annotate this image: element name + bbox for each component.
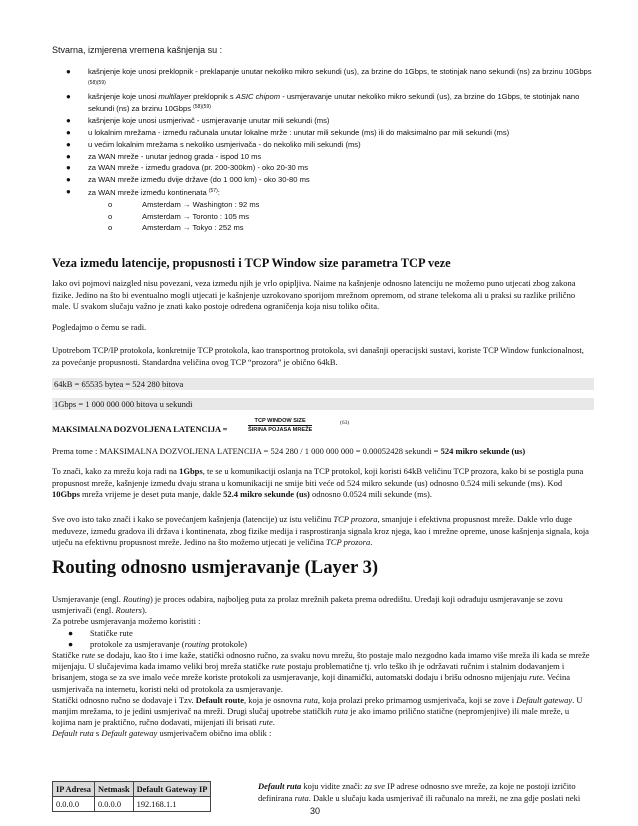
- latency-list: [52, 66, 592, 234]
- table-row: [53, 797, 211, 812]
- table-cell: 0.0.0.0: [94, 797, 133, 812]
- paragraph: Upotrebom TCP/IP protokola, konkretnije TCP protokola, kao transportnog protokola, svi današnji operacijski sustavi, koriste TCP Window funkcionalnost, za povećanje propusnosti. Standardna veličina ovog TCP “prozora” je obično 64kB.: [52, 345, 584, 367]
- shaded-equation: 64kB = 65535 bytea = 524 280 bitova: [52, 378, 594, 390]
- circle-bullet-icon: o: [108, 223, 113, 233]
- bullet-icon: ●: [66, 116, 71, 126]
- paragraph: Statički odnosno ručno se dodavaje i Tzv. Default route, koja je osnovna ruta, koja prolazi preko primarnog usmjerivača, koji se zove i Default gateway. U manjim mrežama, to je jedini usmjerivač na mreži. Drugi slučaj upotrebe statičkih ruta je ako imamo prilično statične (nepromjenjive) ili male mreže, u kojima nam je praktično, ručno dodavati, mijenjati ili brisati rute.: [52, 694, 583, 728]
- footnote-ref: (57): [208, 187, 218, 194]
- formula-denominator: ŠIRINA POJASA MREŽE: [248, 427, 313, 433]
- side-paragraph: Default ruta koju vidite znači: za sve IP adrese odnosno sve mreže, za koje ne postoji izričito definirana ruta. Dakle u slučaju kada usmjerivač ili računalo na mreži, ne zna gdje poslati neki: [258, 781, 581, 803]
- table-header: Netmask: [94, 782, 133, 797]
- formula-label: MAKSIMALNA DOZVOLJENA LATENCIJA =: [52, 425, 228, 434]
- paragraph: Pogledajmo o čemu se radi.: [52, 322, 147, 332]
- footnote-ref: (58)(59): [88, 79, 106, 86]
- table-header-row: [53, 782, 211, 797]
- paragraph: Za potrebe usmjeravanja možemo koristiti :: [52, 616, 201, 627]
- circle-bullet-icon: o: [108, 199, 113, 209]
- footnote-ref: (58)(59): [193, 104, 211, 111]
- bullet-icon: ●: [66, 175, 71, 185]
- bullet-icon: ●: [68, 627, 74, 638]
- bullet-icon: ●: [66, 127, 71, 137]
- route-sublist: [88, 199, 592, 234]
- bullet-icon: ●: [66, 186, 71, 196]
- formula-numerator: TCP WINDOW SIZE: [248, 418, 312, 426]
- paragraph: Statičke rute se dodaju, kao što i ime kaže, statički odnosno ručno, za svaku novu mrežu, što postaje malo nezgodno kada imamo više mreža ili kada se mreže mijenjaju. U slučajevima kada imamo veliki broj mreža statičke rute postaju problematične tj. vrlo teško ih je održavati ručnim i stalnim dodavanjem i brisanjem, stoga se za sve imalo veće mreže koriste protokoli za usmjeravanje, koji dinamički, automatski dodaju i brišu odnosno mijenjaju rute. Većina usmjerivača na internetu, koristi neki od protokola za usmjeravanje.: [52, 650, 590, 694]
- list-item: ● u lokalnim mrežama - između računala unutar lokalne mrže : unutar mili sekunde (ms) ili do maksimalno par mili sekundi (ms): [66, 127, 510, 137]
- bullet-icon: ●: [66, 139, 71, 149]
- shaded-equation: 1Gbps = 1 000 000 000 bitova u sekundi: [52, 398, 594, 410]
- bullet-icon: ●: [66, 163, 71, 173]
- section-heading: Veza između latencije, propusnosti i TCP Window size parametra TCP veze: [52, 256, 451, 270]
- list-item: ● za WAN mreže između dvije države (do 1 000 km) - oko 30-80 ms: [66, 175, 310, 185]
- paragraph: Sve ovo isto tako znači i kako se povećanjem kašnjenja (latencije) uz istu veličinu TCP prozora, smanjuje i efektivna propusnost mreže. Dakle vrlo duge međuveze, između gradova ili država i kontinenata, zbog fizike medija i rasprostiranja signala kroz njega, kao i mrežne opreme, unose kašnjenja signala, koja utječu na efektivnu propusnost mreže. Jedino na što možemo utjecati je veličina TCP prozora.: [52, 514, 589, 548]
- bullet-icon: ●: [66, 67, 71, 76]
- list-item: ● za WAN mreže - unutar jednog grada - ispod 10 ms: [66, 151, 262, 161]
- table-cell: 192.168.1.1: [133, 797, 211, 812]
- bullet-icon: ●: [66, 151, 71, 161]
- list-item: ● protokole za usmjeravanje (routing protokole): [68, 638, 247, 649]
- list-item: ● kašnjenje koje unosi multilayer preklopnik s ASIC chipom - usmjeravanje unutar nekoliko mikro sekundi (us), za brzine do 1Gbps, te stotinjak nano sekundi (ns) za brzinu 10Gbps $^{(58)(59)}$: [66, 91, 580, 114]
- paragraph: Default ruta s Default gateway usmjerivačem obično ima oblik :: [52, 728, 272, 739]
- paragraph: Usmjeravanje (engl. Routing) je proces odabira, najboljeg puta za prolaz mrežnih paketa prema odredištu. Uređaji koji odrađuju usmjeravanje se zovu usmjerivači (engl. Routers).: [52, 594, 563, 616]
- circle-bullet-icon: o: [108, 211, 113, 221]
- bullet-icon: ●: [68, 638, 74, 649]
- list-item: ● Statičke rute: [68, 627, 133, 638]
- route-item: o Amsterdam → Tokyo : 252 ms: [108, 223, 244, 233]
- formula-fraction: [248, 418, 312, 433]
- table-cell: 0.0.0.0: [53, 797, 95, 812]
- table-header: IP Adresa: [53, 782, 95, 797]
- bullet-icon: ●: [66, 91, 71, 101]
- calculation: Prema tome : MAKSIMALNA DOZVOLJENA LATENCIJA = 524 280 / 1 000 000 000 = 0.00052428 sekundi = 524 mikro sekunde (us): [52, 446, 526, 456]
- route-item: o Amsterdam → Washington : 92 ms: [108, 199, 260, 209]
- list-item: ● za WAN mreže - između gradova (pr. 200-300km) - oko 20-30 ms: [66, 163, 309, 173]
- default-route-table: [52, 781, 211, 812]
- page-number: 30: [310, 806, 321, 816]
- table-header: Default Gateway IP: [133, 782, 211, 797]
- paragraph: To znači, kako za mrežu koja radi na 1Gbps, te se u komunikaciji oslanja na TCP protokol, koji koristi 64kB veličinu TCP prozora, kako bi se postigla puna propusnost mreže, kašnjenje između dvaju strana u komunikaciji ne smije biti veće od 524 mikro sekunde (us) odnosno 0.524 mili sekunde (ms). Kod 10Gbps mreža vrijeme je deset puta manje, dakle 52.4 mikro sekunde (us) odnosno 0.0524 mili sekunde (ms).: [52, 466, 584, 500]
- routing-body: [52, 594, 592, 740]
- paragraph: Iako ovi pojmovi naizgled nisu povezani, veza između njih je vrlo opipljiva. Naime na kašnjenje odnosno latenciju ne možemo puno utjecati zbog zakona fizike. Jedino na što bi eventualno mogli utjecati je kašnjenje uzrokovano sporijom mrežnom opremom, od strane telekoma ali u praksi su razlike prilično male. U svakom slučaju važno je znati kako postoje određena ograničenja koja nisu toliko očita.: [52, 278, 576, 312]
- list-item: ● za WAN mreže između kontinenata $^{(57)}$: o Amsterdam → Washington : 92 ms o Amsterdam → Toronto : 105 ms o Amsterdam → Tokyo : 252 ms: [52, 186, 592, 234]
- list-item: ● kašnjenje koje unosi preklopnik - preklapanje unutar nekoliko mikro sekundi (us), za brzine do 1Gbps, te stotinjak nano sekundi (ns) za brzinu 10Gbps $^{(58)(59)}$: [66, 67, 592, 86]
- list-item: ● kašnjenje koje unosi usmjerivač - usmjeravanje unutar mili sekundi (ms): [66, 116, 330, 126]
- route-item: o Amsterdam → Toronto : 105 ms: [108, 211, 250, 221]
- equation-ref: (63): [340, 420, 350, 426]
- list-item: ● u većim lokalnim mrežama s nekoliko usmjerivača - do nekoliko mili sekundi (ms): [66, 139, 361, 149]
- intro-text: Stvarna, izmjerena vremena kašnjenja su :: [52, 45, 223, 55]
- main-heading: Routing odnosno usmjeravanje (Layer 3): [52, 557, 379, 578]
